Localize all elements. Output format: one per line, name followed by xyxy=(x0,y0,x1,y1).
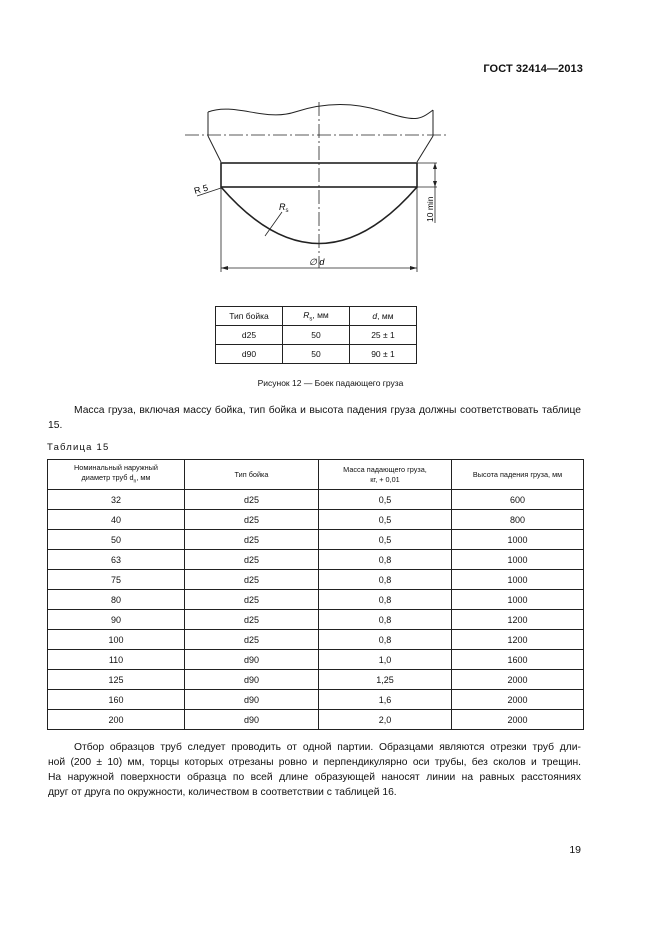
table-cell: 75 xyxy=(48,570,185,590)
table-cell: 0,5 xyxy=(319,490,452,510)
table-cell: d25 xyxy=(185,490,319,510)
table-row xyxy=(48,650,584,670)
table-cell: 0,8 xyxy=(319,570,452,590)
table-title: Таблица 15 xyxy=(47,442,110,453)
table-row xyxy=(48,630,584,650)
table-cell: 125 xyxy=(48,670,185,690)
striker-type-table xyxy=(215,306,417,364)
table-cell: 800 xyxy=(452,510,584,530)
table-header-height: Высота падения груза, мм xyxy=(452,460,584,490)
table-cell: 1000 xyxy=(452,530,584,550)
table-cell: d25 xyxy=(185,590,319,610)
table-cell: 0,5 xyxy=(319,530,452,550)
table-row xyxy=(48,670,584,690)
table-row xyxy=(48,690,584,710)
table-cell: 1600 xyxy=(452,650,584,670)
table-row xyxy=(48,550,584,570)
table-cell: d25 xyxy=(216,326,283,345)
table-cell: d90 xyxy=(185,650,319,670)
table-row xyxy=(48,570,584,590)
table-cell: 1000 xyxy=(452,550,584,570)
table-cell: d90 xyxy=(185,710,319,730)
paragraph-sampling: Отбор образцов труб следует проводить от одной партии. Образцами являются отрезки труб дли- ной (200 ± 10) мм, торцы которых отрезаны ровно и перпендикулярно оси трубы, без сколов и трещин. На наружной поверхности образца по всей длине образующей наносят линии на равных расстояниях друг от друга по окружности, количеством в соответствии с таблицей 16. xyxy=(48,742,581,798)
label-diameter: ∅ d xyxy=(309,257,325,267)
table-cell: 1000 xyxy=(452,590,584,610)
table-cell: 63 xyxy=(48,550,185,570)
table-header-diameter: Номинальный наружный диаметр труб $d_n$, мм xyxy=(48,460,185,490)
table-cell: 50 xyxy=(283,326,350,345)
table-cell: 1200 xyxy=(452,610,584,630)
table-cell: 100 xyxy=(48,630,185,650)
table-cell: 0,5 xyxy=(319,510,452,530)
table-row xyxy=(48,530,584,550)
table-cell: 90 xyxy=(48,610,185,630)
table-cell: 2000 xyxy=(452,710,584,730)
table-row xyxy=(216,345,417,364)
table-15 xyxy=(47,459,584,730)
table-header-striker-type: Тип бойка xyxy=(185,460,319,490)
table-cell: 200 xyxy=(48,710,185,730)
table-cell: 0,8 xyxy=(319,590,452,610)
table-cell: 90 ± 1 xyxy=(350,345,417,364)
table-cell: 50 xyxy=(283,345,350,364)
figure-caption: Рисунок 12 — Боек падающего груза xyxy=(257,378,404,388)
table-cell: d90 xyxy=(216,345,283,364)
table-cell: 25 ± 1 xyxy=(350,326,417,345)
table-cell: 0,8 xyxy=(319,550,452,570)
table-row xyxy=(48,710,584,730)
table-cell: 110 xyxy=(48,650,185,670)
fig-table-header-type: Тип бойка xyxy=(216,307,283,326)
document-code: ГОСТ 32414—2013 xyxy=(483,63,583,75)
table-cell: 1,0 xyxy=(319,650,452,670)
label-rs: $R_s$ xyxy=(279,202,289,214)
table-cell: d25 xyxy=(185,570,319,590)
table-cell: 50 xyxy=(48,530,185,550)
table-cell: d25 xyxy=(185,510,319,530)
table-row xyxy=(48,490,584,510)
table-header-mass: Масса падающего груза, кг, + 0,01 xyxy=(319,460,452,490)
table-cell: d25 xyxy=(185,630,319,650)
table-cell: d25 xyxy=(185,550,319,570)
table-cell: 600 xyxy=(452,490,584,510)
label-10min: 10 min xyxy=(425,196,435,222)
table-cell: d25 xyxy=(185,530,319,550)
table-row xyxy=(48,590,584,610)
table-cell: 1,25 xyxy=(319,670,452,690)
table-row xyxy=(48,510,584,530)
table-cell: 32 xyxy=(48,490,185,510)
table-cell: 1,6 xyxy=(319,690,452,710)
table-cell: 1000 xyxy=(452,570,584,590)
label-r5: R 5 xyxy=(192,182,210,196)
table-cell: 0,8 xyxy=(319,630,452,650)
page-number: 19 xyxy=(569,844,581,856)
striker-drawing xyxy=(175,100,465,280)
table-cell: 40 xyxy=(48,510,185,530)
table-row xyxy=(48,610,584,630)
table-cell: 2000 xyxy=(452,670,584,690)
table-cell: d25 xyxy=(185,610,319,630)
table-cell: 0,8 xyxy=(319,610,452,630)
table-cell: d90 xyxy=(185,670,319,690)
fig-table-header-d: d, мм xyxy=(350,307,417,326)
table-cell: 2,0 xyxy=(319,710,452,730)
table-cell: d90 xyxy=(185,690,319,710)
table-cell: 80 xyxy=(48,590,185,610)
table-cell: 160 xyxy=(48,690,185,710)
table-cell: 2000 xyxy=(452,690,584,710)
table-cell: 1200 xyxy=(452,630,584,650)
table-row xyxy=(216,326,417,345)
fig-table-header-rs: $R_s$, мм xyxy=(283,307,350,326)
paragraph-mass: Масса груза, включая массу бойка, тип бойка и высота падения груза должны соответствовать таблице 15. xyxy=(48,405,581,431)
